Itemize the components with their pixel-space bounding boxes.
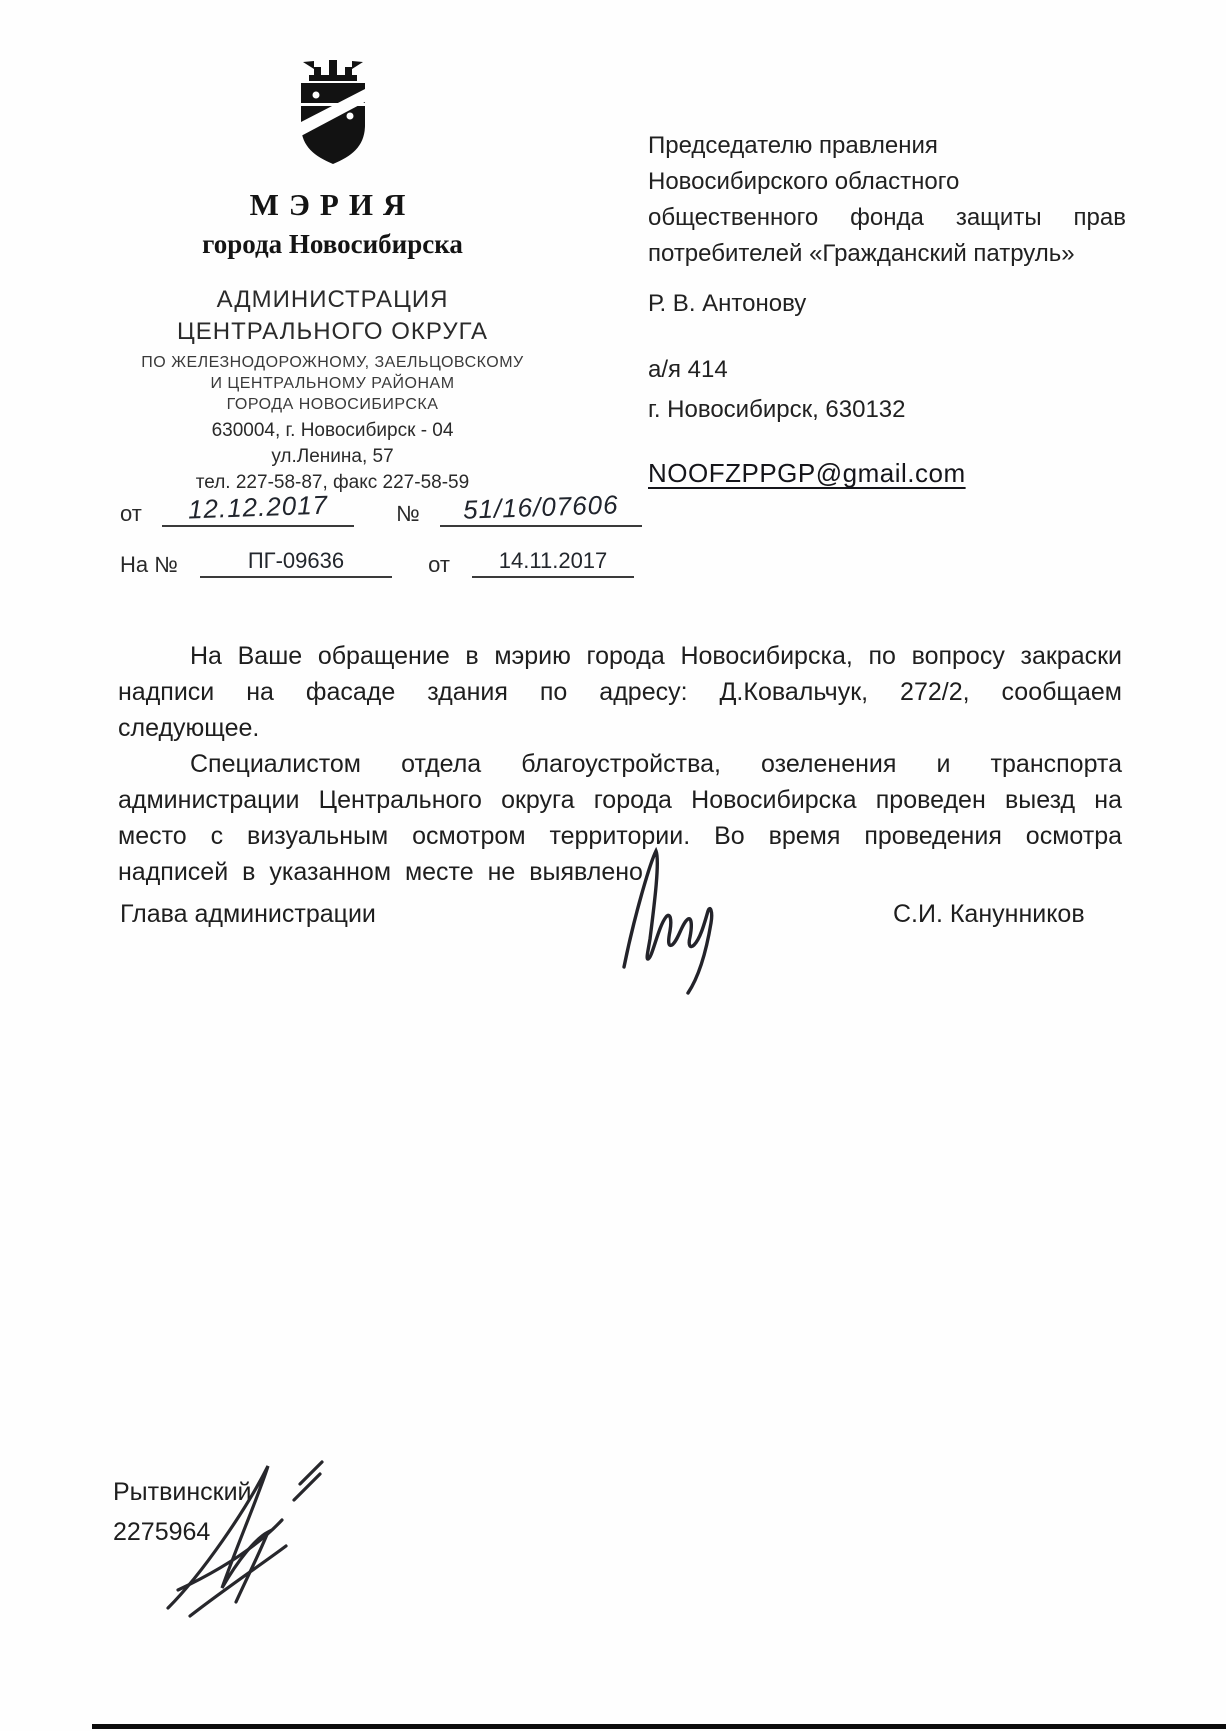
- incoming-number-field: [200, 548, 392, 578]
- incoming-reference-line: [120, 548, 634, 578]
- incoming-date-value: 14.11.2017: [498, 548, 608, 573]
- district-line3: ГОРОДА НОВОСИБИРСКА: [226, 396, 439, 413]
- recipient-line: общественного фонда защиты прав: [648, 204, 1126, 231]
- postal-address: 630004, г. Новосибирск - 04: [211, 420, 454, 441]
- scan-edge-artifact: [92, 1724, 1226, 1729]
- outgoing-reference-line: [120, 489, 642, 527]
- body-paragraph-2: Специалистом отдела благоустройства, озеленения и транспорта администрации Центрального округа города Новосибирска проведен выезд на место с визуальным осмотром территории. Во время проведения осмотра надписей в указанном месте не выявлено.: [118, 750, 1122, 886]
- outgoing-date-field: [162, 489, 354, 527]
- dept-line2: ЦЕНТРАЛЬНОГО ОКРУГА: [177, 318, 488, 345]
- street-address: ул.Ленина, 57: [271, 446, 394, 467]
- novosibirsk-coat-of-arms-icon: [95, 58, 570, 173]
- outgoing-from-label: от: [120, 501, 142, 526]
- incoming-number-label: На №: [120, 552, 178, 577]
- outgoing-number-field: [440, 489, 642, 527]
- incoming-from-label: от: [428, 552, 450, 577]
- body-paragraph-1: На Ваше обращение в мэрию города Новосибирска, по вопросу закраски надписи на фасаде здания по адресу: Д.Ковальчук, 272/2, сообщаем следующее.: [118, 642, 1122, 742]
- phone-fax: тел. 227-58-87, факс 227-58-59: [195, 472, 470, 493]
- recipient-line: Председателю правления: [648, 132, 938, 159]
- org-name-line1: МЭРИЯ: [249, 187, 416, 222]
- incoming-date-field: [472, 548, 634, 578]
- handwritten-signature-icon: [608, 845, 758, 1010]
- letterhead: [95, 58, 570, 494]
- recipient-po-box: а/я 414: [648, 356, 728, 383]
- outgoing-date-handwritten: 12.12.2017: [187, 489, 329, 525]
- signer-title: Глава администрации: [120, 900, 376, 928]
- incoming-number-value: ПГ-09636: [247, 548, 345, 573]
- recipient-line: Новосибирского областного: [648, 168, 960, 195]
- executor-name: Рытвинский: [113, 1478, 252, 1506]
- recipient-name: Р. В. Антонову: [648, 290, 807, 317]
- district-line2: И ЦЕНТРАЛЬНОМУ РАЙОНАМ: [210, 375, 455, 392]
- district-line1: ПО ЖЕЛЕЗНОДОРОЖНОМУ, ЗАЕЛЬЦОВСКОМУ: [141, 354, 524, 371]
- recipient-city: г. Новосибирск, 630132: [648, 396, 906, 423]
- recipient-address-block: [648, 128, 1126, 272]
- executor-phone: 2275964: [113, 1518, 211, 1546]
- recipient-email: NOOFZPPGP@gmail.com: [648, 458, 966, 488]
- outgoing-number-handwritten: 51/16/07606: [462, 489, 620, 525]
- recipient-line: потребителей «Гражданский патруль»: [648, 240, 1075, 267]
- executor-signature-icon: [150, 1448, 370, 1633]
- dept-line1: АДМИНИСТРАЦИЯ: [216, 286, 449, 313]
- outgoing-number-label: №: [396, 501, 420, 526]
- org-name-line2: города Новосибирска: [202, 229, 463, 259]
- signer-name: С.И. Канунников: [893, 900, 1085, 928]
